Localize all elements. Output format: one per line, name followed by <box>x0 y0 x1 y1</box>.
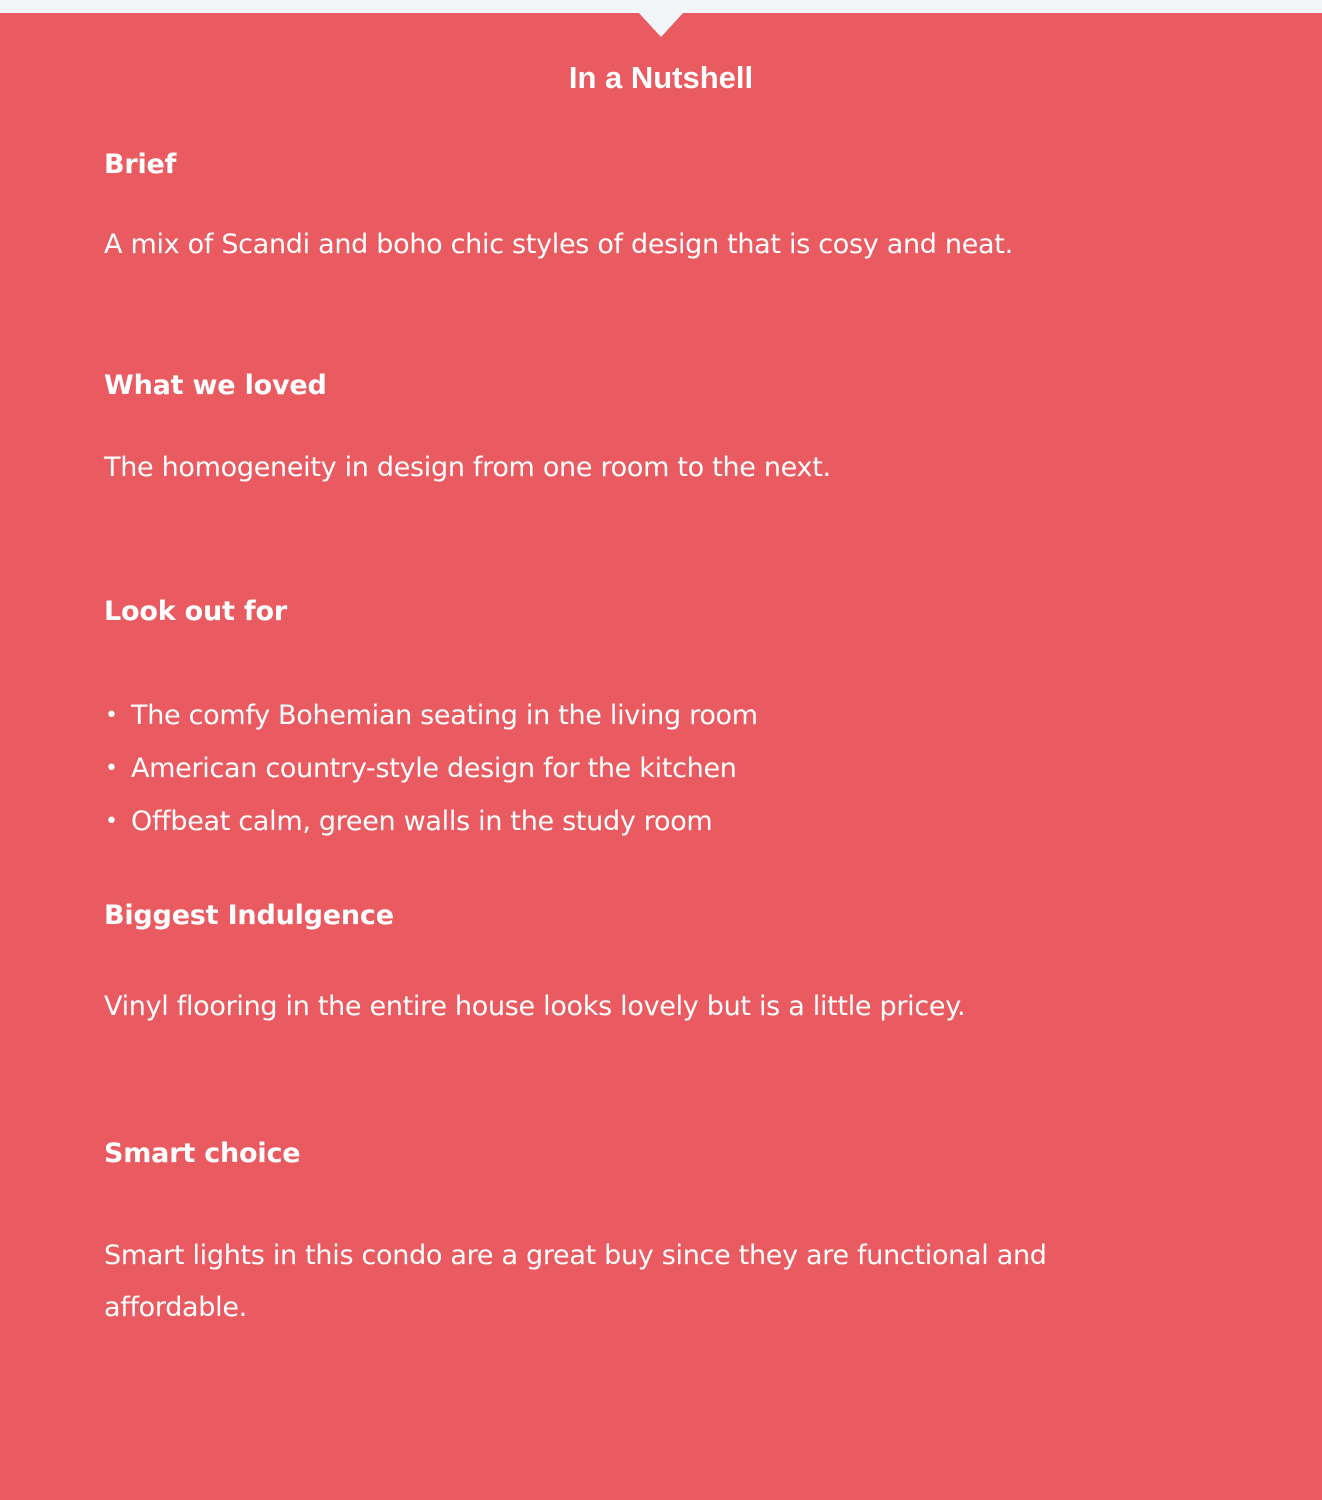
list-item-text: Offbeat calm, green walls in the study room <box>131 806 713 837</box>
section-heading-look-out-for: Look out for <box>104 596 287 627</box>
list-item <box>104 742 758 795</box>
list-item <box>104 795 758 848</box>
list-item <box>104 689 758 742</box>
list-item-text: American country-style design for the kitchen <box>131 753 737 784</box>
section-text-smart-choice: Smart lights in this condo are a great buy since they are functional and affordable. <box>104 1240 1047 1323</box>
pointer-notch <box>638 12 684 37</box>
section-heading-what-we-loved: What we loved <box>104 370 327 401</box>
bullet-icon: • <box>105 809 118 834</box>
section-heading-smart-choice: Smart choice <box>104 1138 301 1169</box>
section-text-brief: A mix of Scandi and boho chic styles of design that is cosy and neat. <box>104 229 1013 260</box>
nutshell-panel <box>0 13 1322 1500</box>
panel-title: In a Nutshell <box>568 60 754 95</box>
look-out-for-list <box>104 689 758 848</box>
bullet-icon: • <box>105 703 118 728</box>
section-heading-brief: Brief <box>104 149 177 180</box>
bullet-icon: • <box>105 756 118 781</box>
section-text-what-we-loved: The homogeneity in design from one room to the next. <box>104 452 831 483</box>
section-text-biggest-indulgence: Vinyl flooring in the entire house looks lovely but is a little pricey. <box>104 991 966 1022</box>
section-heading-biggest-indulgence: Biggest Indulgence <box>104 900 394 931</box>
list-item-text: The comfy Bohemian seating in the living room <box>131 700 758 731</box>
